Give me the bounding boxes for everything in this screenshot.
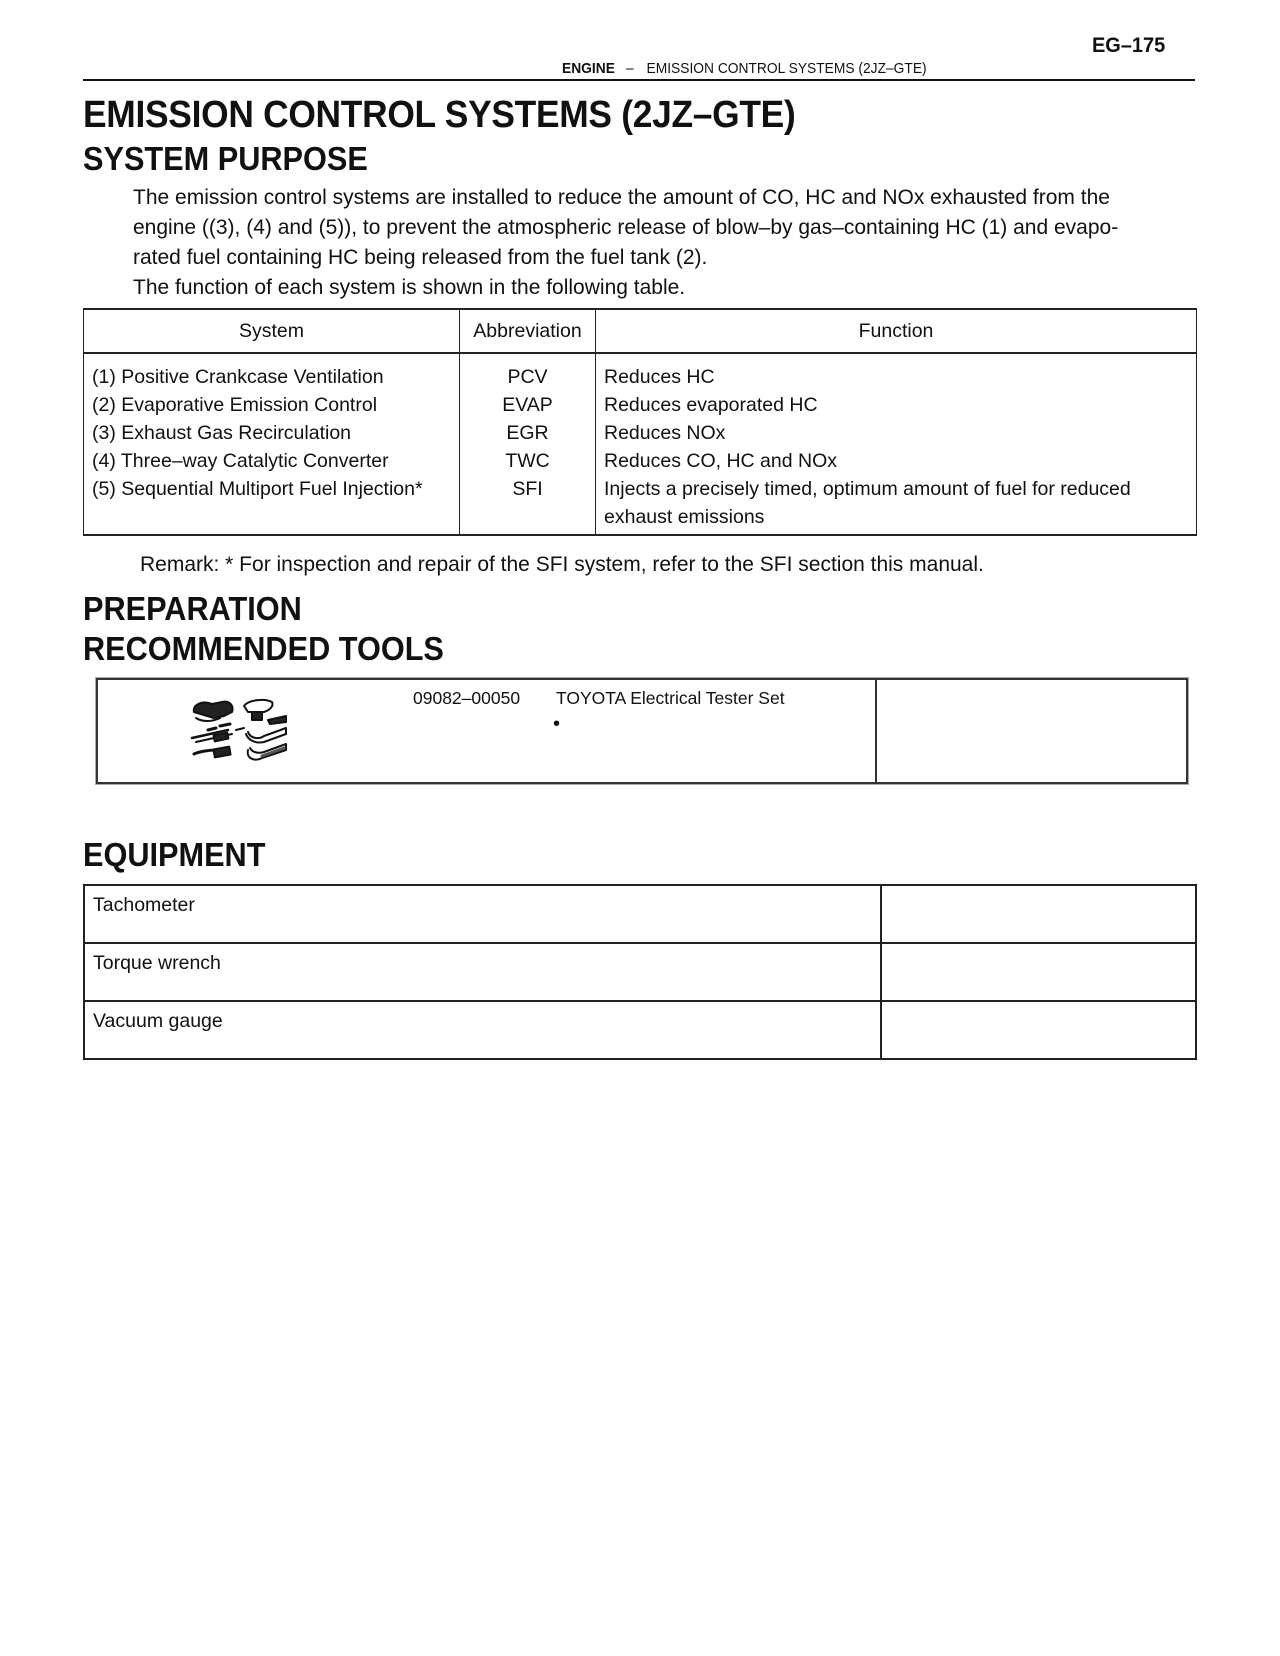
- system-column-cell: [84, 353, 460, 535]
- function-column-cell: [596, 353, 1197, 535]
- page-number: EG–175: [1092, 34, 1166, 57]
- equipment-row: [84, 943, 1196, 1001]
- paragraph-line: The emission control systems are installed to reduce the amount of CO, HC and NOx exhausted from the: [133, 186, 1110, 209]
- equipment-heading: EQUIPMENT: [83, 836, 266, 873]
- equipment-row: [84, 885, 1196, 943]
- column-header-function: Function: [596, 309, 1197, 353]
- equipment-note-cell: [881, 1001, 1196, 1059]
- paragraph-line: The function of each system is shown in the following table.: [133, 276, 686, 299]
- column-header-abbreviation: Abbreviation: [460, 309, 596, 353]
- column-header-system: System: [84, 309, 460, 353]
- systems-table: [83, 308, 1197, 536]
- system-function: Reduces HC: [604, 366, 715, 388]
- system-purpose-heading: SYSTEM PURPOSE: [83, 140, 368, 177]
- system-function: Reduces CO, HC and NOx: [604, 450, 838, 472]
- system-name: (2) Evaporative Emission Control: [92, 394, 378, 416]
- system-abbreviation: EGR: [506, 422, 549, 444]
- system-name: (1) Positive Crankcase Ventilation: [92, 366, 384, 388]
- equipment-note-cell: [881, 885, 1196, 943]
- paragraph-line: rated fuel containing HC being released from the fuel tank (2).: [133, 246, 708, 269]
- tool-bullet: •: [553, 713, 561, 735]
- equipment-table: [83, 884, 1197, 1060]
- system-name: (3) Exhaust Gas Recirculation: [92, 422, 352, 444]
- electrical-tester-set-icon: [188, 696, 298, 766]
- running-header: [562, 60, 927, 77]
- system-function: Reduces NOx: [604, 422, 726, 444]
- equipment-name: Tachometer: [84, 885, 881, 943]
- running-header-section: ENGINE: [562, 60, 615, 77]
- system-abbreviation: SFI: [512, 478, 543, 500]
- system-abbreviation: EVAP: [502, 394, 553, 416]
- system-purpose-paragraph: [133, 183, 1203, 303]
- equipment-row: [84, 1001, 1196, 1059]
- abbreviation-column-cell: [460, 353, 596, 535]
- table-body-row: [84, 353, 1197, 535]
- system-function: Injects a precisely timed, optimum amount of fuel for reduced exhaust emissions: [604, 478, 1131, 528]
- system-abbreviation: TWC: [505, 450, 550, 472]
- system-name: (5) Sequential Multiport Fuel Injection*: [92, 478, 423, 500]
- equipment-note-cell: [881, 943, 1196, 1001]
- tool-part-number: 09082–00050: [413, 688, 521, 708]
- recommended-tools-heading: RECOMMENDED TOOLS: [83, 630, 444, 667]
- preparation-heading: PREPARATION: [83, 590, 302, 627]
- equipment-name: Torque wrench: [84, 943, 881, 1001]
- system-name: (4) Three–way Catalytic Converter: [92, 450, 389, 472]
- table-header-row: [84, 309, 1197, 353]
- system-abbreviation: PCV: [507, 366, 548, 388]
- running-header-chapter: EMISSION CONTROL SYSTEMS (2JZ–GTE): [646, 60, 927, 77]
- header-divider: [83, 79, 1195, 81]
- remark-note: Remark: * For inspection and repair of the SFI system, refer to the SFI section this manual.: [140, 553, 984, 576]
- tool-name: TOYOTA Electrical Tester Set: [556, 688, 785, 708]
- paragraph-line: engine ((3), (4) and (5)), to prevent the atmospheric release of blow–by gas–containing HC (1) and evapo-: [133, 216, 1119, 239]
- tools-box-divider: [875, 678, 877, 782]
- running-header-separator: –: [625, 60, 634, 77]
- equipment-name: Vacuum gauge: [84, 1001, 881, 1059]
- page-title: EMISSION CONTROL SYSTEMS (2JZ–GTE): [83, 94, 796, 136]
- system-function: Reduces evaporated HC: [604, 394, 818, 416]
